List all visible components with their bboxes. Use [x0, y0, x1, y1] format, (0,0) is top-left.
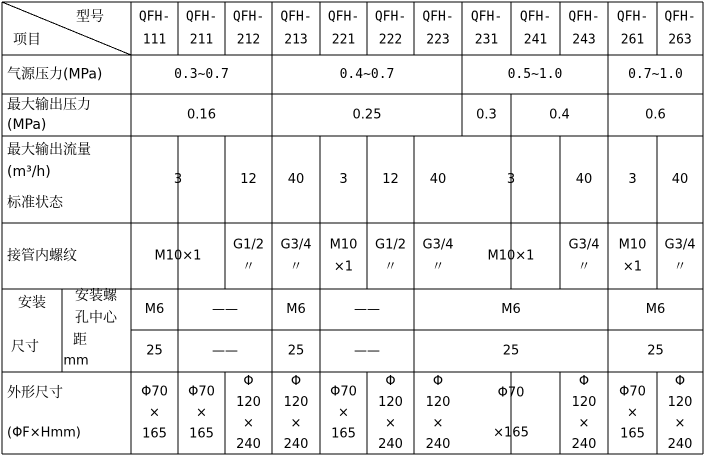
thread-value: 〃	[289, 259, 303, 275]
outline-value: 240	[378, 437, 403, 452]
thread-value: 〃	[431, 259, 445, 275]
outline-value: 165	[189, 426, 214, 442]
model-prefix: QFH-	[568, 9, 600, 25]
thread-value: G3/4	[664, 237, 696, 253]
thread-value: G3/4	[280, 237, 312, 253]
max-flow-value: 40	[287, 172, 305, 187]
model-number: 241	[523, 32, 548, 48]
thread-value: M10	[329, 237, 358, 253]
mounting-distance-value: 25	[287, 343, 305, 359]
mounting-distance-value: 25	[647, 343, 664, 359]
max-flow-value: 3	[339, 172, 348, 187]
mounting-distance-value: ——	[354, 343, 380, 359]
outline-value: ×	[674, 416, 686, 431]
outline-unit: (ΦF×Hmm)	[7, 425, 81, 441]
source-pressure-label: 气源压力(MPa)	[7, 66, 103, 83]
mounting-hole-value: ——	[354, 302, 380, 317]
thread-value: M10×1	[487, 248, 535, 264]
mounting-hole-value: ——	[212, 302, 238, 317]
source-pressure-value: 0.3~0.7	[174, 67, 229, 82]
model-number: 111	[142, 32, 167, 48]
outline-value: 240	[236, 437, 261, 452]
outline-value: 240	[571, 437, 597, 452]
max-flow-value: 3	[628, 172, 637, 187]
outline-value: Φ	[243, 374, 254, 389]
source-pressure-value: 0.4~0.7	[339, 67, 395, 82]
thread-value: G3/4	[568, 237, 600, 253]
mounting-hole-value: M6	[144, 302, 165, 317]
model-number: 222	[378, 32, 403, 48]
model-prefix: QFH-	[327, 9, 360, 25]
header-item-label: 项目	[13, 32, 41, 48]
outline-value: Φ70	[188, 384, 215, 400]
model-prefix: QFH-	[280, 9, 312, 25]
outline-value: 120	[378, 395, 403, 410]
outline-value: 240	[667, 437, 693, 452]
model-number: 263	[668, 32, 692, 48]
model-number: 211	[189, 32, 214, 48]
outline-value: Φ	[385, 374, 396, 389]
thread-value: ×1	[622, 259, 643, 275]
outline-value: ×	[578, 416, 590, 431]
outline-value: 165	[142, 426, 167, 442]
max-flow-value: 40	[671, 172, 689, 187]
mounting-label: 安装	[18, 295, 46, 311]
model-prefix: QFH-	[374, 9, 407, 25]
outline-value: Φ70	[497, 385, 525, 401]
thread-value: 〃	[383, 259, 398, 275]
max-flow-value: 3	[173, 172, 183, 187]
model-prefix: QFH-	[138, 9, 171, 25]
outline-value: Φ	[432, 374, 444, 389]
table-cells	[7, 8, 696, 452]
max-pressure-unit: (MPa)	[7, 117, 47, 133]
model-number: 261	[620, 32, 645, 48]
thread-value: G1/2	[233, 237, 264, 253]
outline-value: ×	[432, 416, 444, 431]
mounting-sub-label: 距	[73, 332, 87, 348]
model-number: 221	[331, 32, 356, 48]
thread-value: M10	[618, 237, 647, 253]
max-pressure-value: 0.3	[476, 107, 497, 123]
model-prefix: QFH-	[422, 9, 454, 25]
model-number: 231	[474, 32, 499, 48]
outline-value: Φ70	[619, 384, 646, 400]
model-prefix: QFH-	[470, 9, 503, 25]
thread-value: G1/2	[375, 237, 406, 253]
source-pressure-value: 0.5~1.0	[507, 67, 563, 82]
outline-value: 120	[425, 395, 451, 410]
thread-label: 接管内螺纹	[7, 248, 77, 264]
model-prefix: QFH-	[664, 9, 696, 25]
outline-value: 120	[571, 395, 597, 410]
mounting-sub-label: mm	[63, 353, 89, 369]
header-model-label: 型号	[76, 9, 104, 25]
mounting-sub-label: 孔中心	[75, 310, 117, 326]
outline-value: 120	[236, 395, 261, 410]
mounting-distance-value: ——	[212, 343, 238, 359]
max-pressure-label: 最大输出压力	[7, 97, 91, 113]
model-prefix: QFH-	[519, 9, 552, 25]
outline-value: 165	[331, 426, 356, 442]
mounting-hole-value: M6	[501, 302, 521, 317]
thread-value: ×1	[333, 259, 354, 275]
mounting-hole-value: M6	[286, 302, 306, 317]
thread-value: M10×1	[154, 248, 202, 264]
mounting-sub-label: 安装螺	[75, 288, 117, 304]
mounting-label-2: 尺寸	[11, 339, 39, 355]
max-flow-condition: 标准状态	[7, 195, 63, 211]
thread-value: 〃	[673, 259, 687, 275]
thread-value: 〃	[577, 259, 591, 275]
max-flow-value: 40	[575, 172, 593, 187]
outline-value: Φ	[290, 374, 302, 389]
outline-value: ×	[627, 405, 638, 421]
model-number: 212	[236, 32, 261, 48]
max-flow-value: 40	[429, 172, 447, 187]
outline-value: ×165	[493, 425, 529, 441]
outline-value: ×	[290, 416, 302, 431]
outline-value: ×	[196, 405, 207, 421]
model-number: 243	[572, 32, 596, 48]
max-pressure-value: 0.16	[187, 107, 216, 123]
max-pressure-value: 0.6	[645, 107, 666, 123]
thread-value: 〃	[241, 259, 256, 275]
outline-value: 120	[667, 395, 693, 410]
outline-value: ×	[243, 416, 254, 431]
outline-value: ×	[338, 405, 349, 421]
mounting-distance-value: 25	[502, 343, 520, 359]
outline-label: 外形尺寸	[7, 385, 63, 401]
model-prefix: QFH-	[616, 9, 649, 25]
outline-value: Φ	[674, 374, 686, 389]
mounting-distance-value: 25	[146, 343, 163, 359]
model-prefix: QFH-	[232, 9, 265, 25]
max-pressure-value: 0.4	[549, 107, 570, 123]
max-flow-value: 12	[382, 172, 399, 187]
outline-value: Φ70	[141, 384, 168, 400]
mounting-hole-value: M6	[645, 302, 666, 317]
max-flow-value: 12	[240, 172, 257, 187]
source-pressure-value: 0.7~1.0	[628, 67, 683, 82]
outline-value: 240	[283, 437, 309, 452]
thread-value: G3/4	[422, 237, 454, 253]
outline-value: 240	[425, 437, 451, 452]
max-flow-unit: (m³/h)	[7, 164, 51, 180]
model-number: 223	[426, 32, 450, 48]
outline-value: Φ	[578, 374, 590, 389]
outline-value: 120	[283, 395, 309, 410]
model-number: 213	[284, 32, 308, 48]
max-flow-value: 3	[506, 172, 516, 187]
max-pressure-value: 0.25	[352, 107, 382, 123]
outline-value: 165	[620, 426, 645, 442]
outline-value: ×	[385, 416, 396, 431]
max-flow-label: 最大输出流量	[7, 142, 91, 158]
outline-value: Φ70	[330, 384, 357, 400]
model-prefix: QFH-	[185, 9, 218, 25]
outline-value: ×	[149, 405, 160, 421]
